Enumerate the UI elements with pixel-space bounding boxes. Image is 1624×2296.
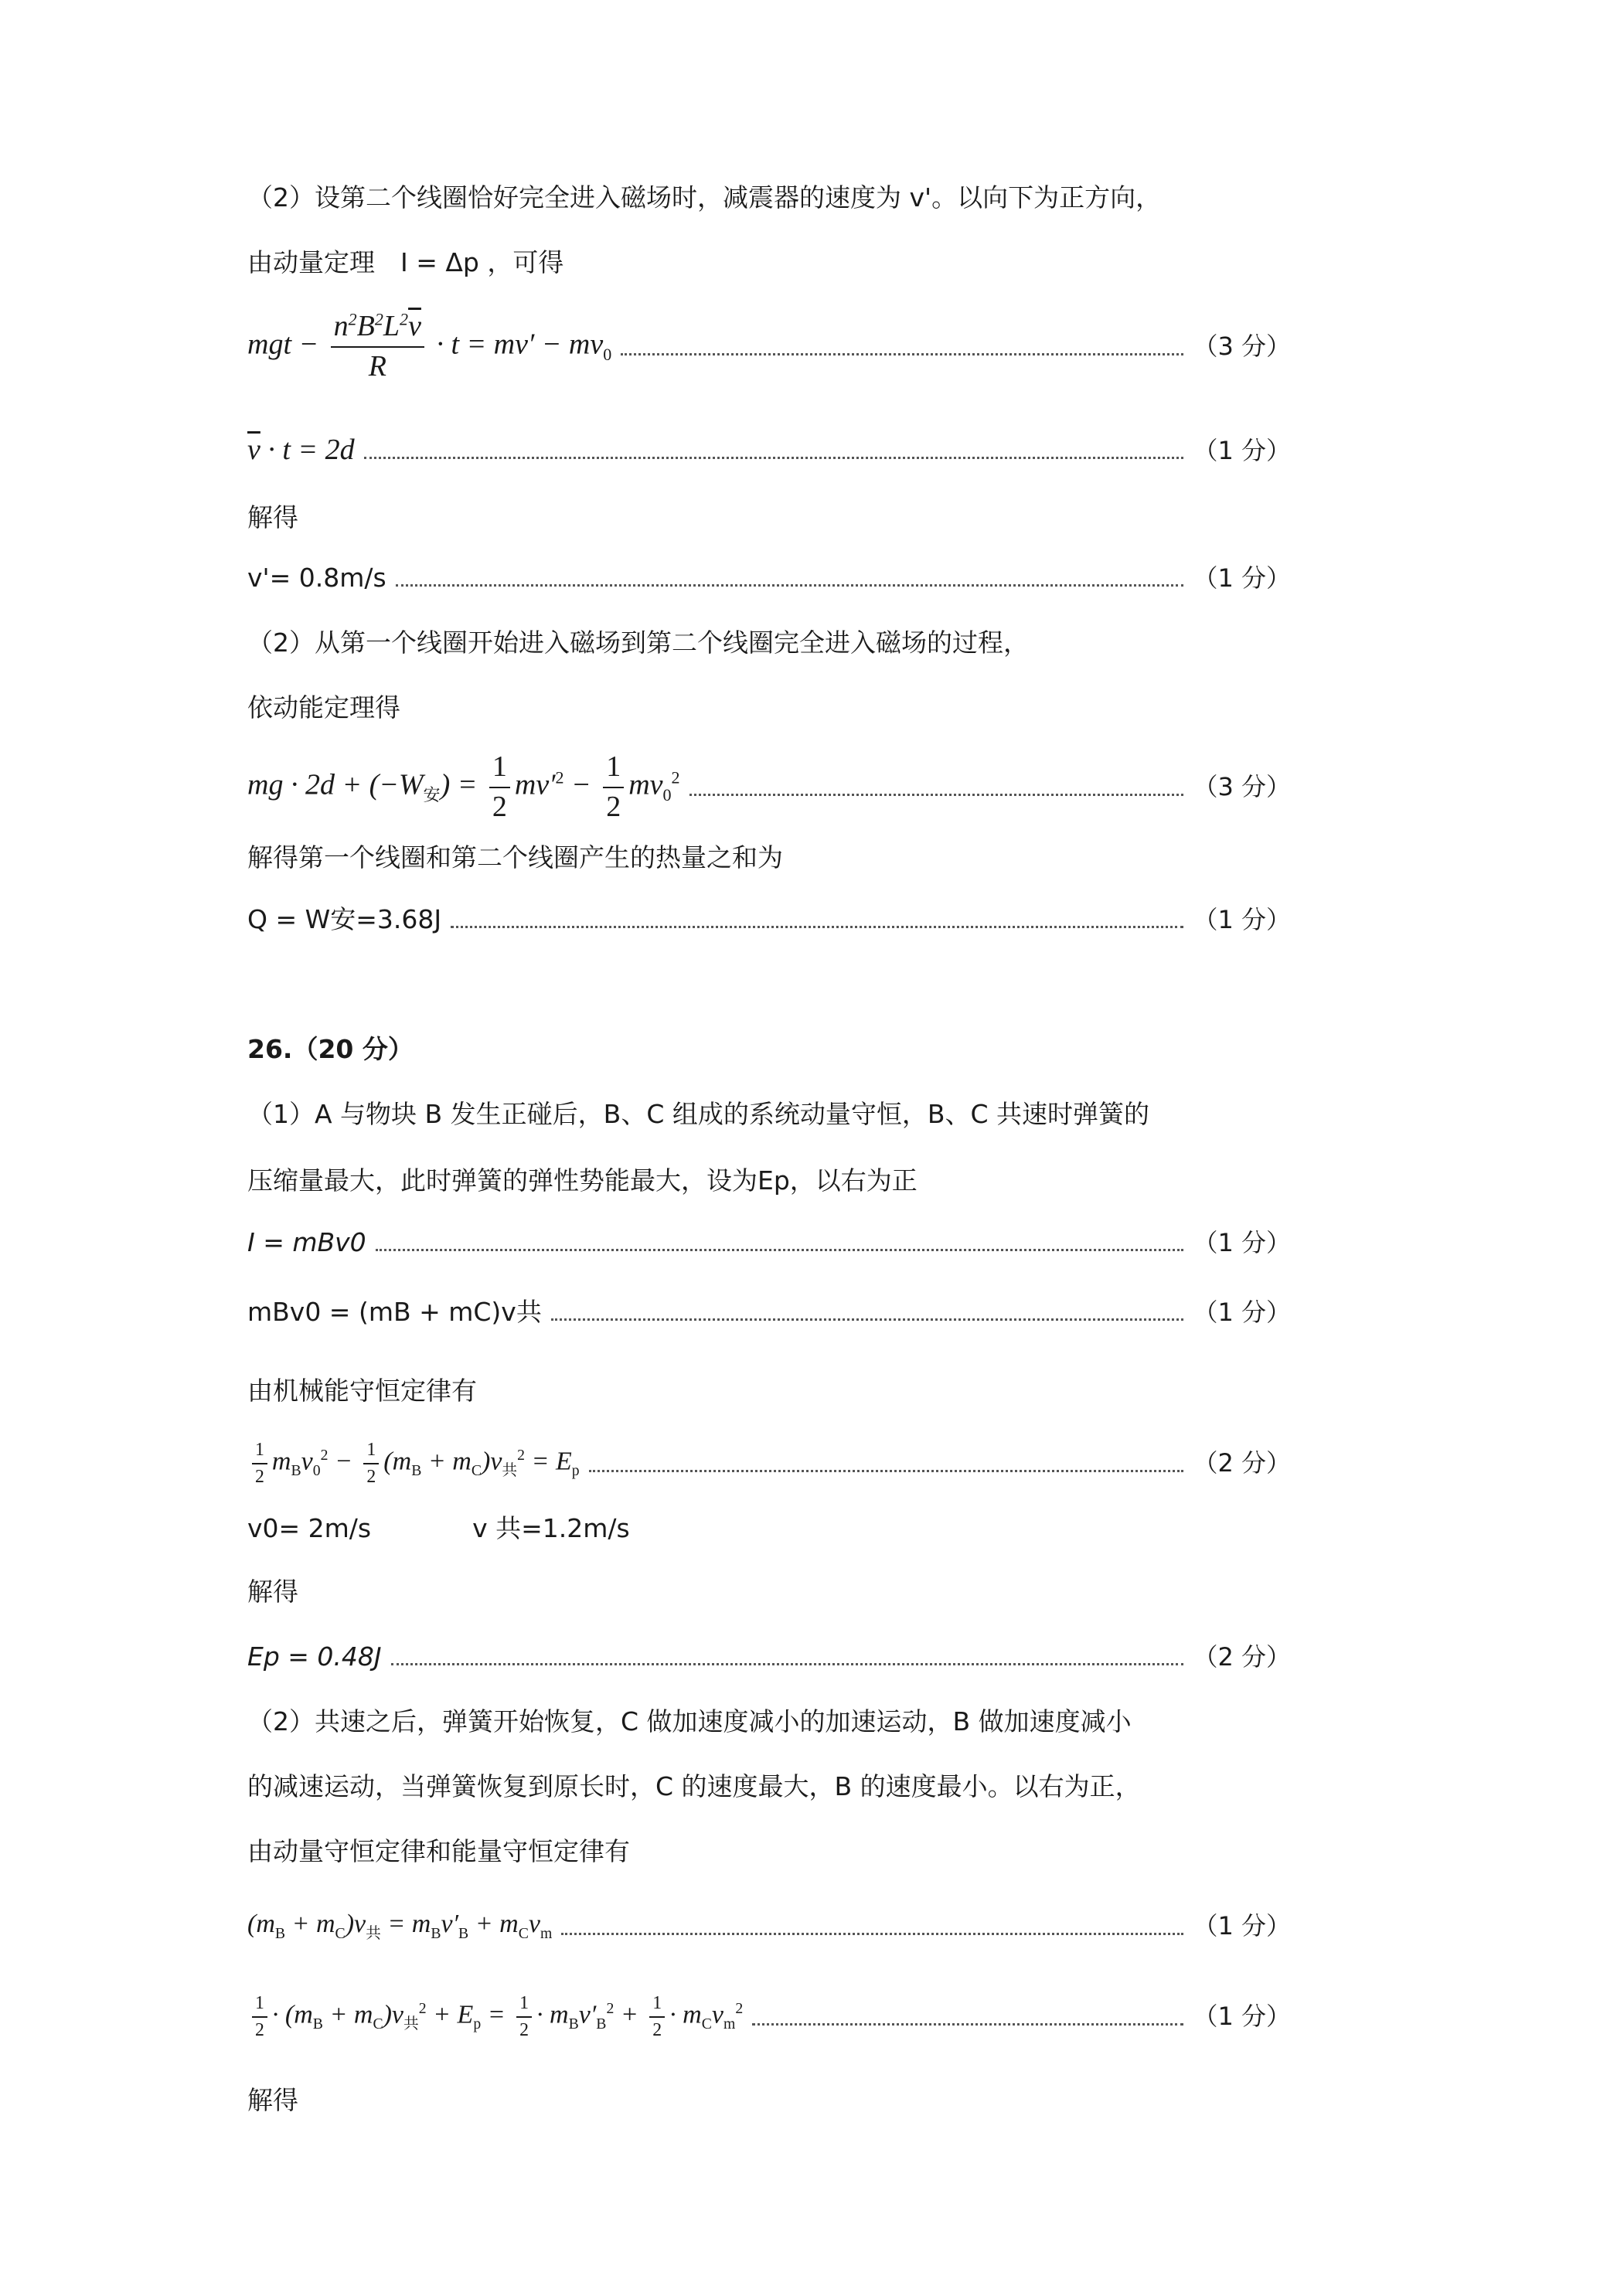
- score-label: （1 分）: [1193, 1227, 1291, 1257]
- equation-momentum: [247, 309, 1291, 384]
- equation-potential-energy-expr: Ep = 0.48J: [247, 1641, 382, 1672]
- leader-dots: [376, 1249, 1184, 1251]
- equation-energy-final: [247, 1992, 1291, 2041]
- score-label: （2 分）: [1193, 1641, 1291, 1672]
- text-line-process: （2）从第一个线圈开始进入磁场到第二个线圈完全进入磁场的过程，: [247, 628, 1029, 658]
- equation-momentum-final: [247, 1909, 1291, 1943]
- equation-kinetic-energy-expr: mg · $2d + (-W_安)$ = $\frac{1}{2}$ $mv'^2$ − $\frac{1}{2}$ $mv_0^2$: [247, 750, 680, 823]
- fraction-force: $\frac{n^2B^2L^2\overline{v}}{R}$: [331, 309, 424, 384]
- text-line-compression: 压缩量最大，此时弹簧的弹性势能最大，设为Ep，以右为正: [247, 1165, 918, 1196]
- score-label: （1 分）: [1193, 435, 1291, 465]
- leader-dots: [561, 1933, 1183, 1935]
- equation-displacement: [247, 433, 1291, 468]
- equation-displacement-expr: $\overline{v} \cdot t = 2d$: [247, 434, 355, 466]
- text-line-recovery: （2）共速之后，弹簧开始恢复，C 做加速度减小的加速运动，B 做加速度减小: [247, 1706, 1132, 1736]
- equation-momentum-conservation: [247, 1297, 1291, 1328]
- text-solve: 解得: [247, 1577, 298, 1607]
- value-v-common: v 共=1.2m/s: [472, 1513, 630, 1543]
- leader-dots: [391, 1663, 1184, 1665]
- equation-potential-energy: [247, 1641, 1291, 1672]
- leader-dots: [752, 2023, 1183, 2026]
- leader-dots: [364, 457, 1184, 459]
- leader-dots: [451, 926, 1183, 928]
- text-line-intro: （2）设第二个线圈恰好完全进入磁场时，减震器的速度为 v'。以向下为正方向，: [247, 182, 1162, 213]
- values-line: [247, 1513, 1291, 1544]
- text-line-heat: 解得第一个线圈和第二个线圈产生的热量之和为: [247, 842, 783, 872]
- text-line-theorem: 由动量定理 I = Δp ，可得: [247, 247, 564, 277]
- equation-momentum-final-expr: $(m_B + m_C)v_共 = m_Bv'_B + m_Cv_m$: [247, 1910, 553, 1942]
- equation-heat-expr: Q = W安=3.68J: [247, 904, 442, 934]
- score-label: （2 分）: [1193, 1448, 1291, 1478]
- leader-dots: [589, 1470, 1184, 1472]
- text-line-conservation-laws: 由动量守恒定律和能量守恒定律有: [247, 1836, 630, 1866]
- leader-dots: [551, 1318, 1184, 1321]
- equation-energy-final-expr: $\frac{1}{2}$ · $(m_B + m_C)v_共^2 + E_p$ = $\frac{1}{2}$ · $m_Bv'_B^2$ + $\frac{1}{2}$ · $m_Cv_m^2$: [247, 1992, 743, 2041]
- text-solve: 解得: [247, 2085, 298, 2115]
- score-label: （3 分）: [1193, 772, 1291, 802]
- equation-momentum-conservation-expr: mBv0 = (mB + mC)v共: [247, 1297, 542, 1327]
- score-label: （1 分）: [1193, 1911, 1291, 1941]
- text-line-collision: （1）A 与物块 B 发生正碰后，B、C 组成的系统动量守恒，B、C 共速时弹簧的: [247, 1099, 1150, 1129]
- equation-result-v-expr: v'= 0.8m/s: [247, 563, 386, 593]
- equation-momentum-expr: mgt − $\frac{n^2B^2L^2\overline{v}}{R}$ · $t = mv' - mv_0$: [247, 309, 611, 384]
- score-label: （1 分）: [1193, 1297, 1291, 1327]
- text-solve: 解得: [247, 502, 298, 532]
- leader-dots: [689, 794, 1184, 796]
- leader-dots: [621, 353, 1183, 355]
- equation-heat: [247, 904, 1291, 935]
- score-label: （1 分）: [1193, 904, 1291, 934]
- leader-dots: [396, 584, 1184, 587]
- text-line-kinetic: 依动能定理得: [247, 692, 400, 723]
- text-line-deceleration: 的减速运动，当弹簧恢复到原长时，C 的速度最大，B 的速度最小。以右为正，: [247, 1771, 1141, 1801]
- equation-impulse-expr: I = mBv0: [247, 1227, 366, 1257]
- question-26-heading: 26.（20 分）: [247, 1034, 414, 1064]
- equation-energy-expr: $\frac{1}{2}$ $m_Bv_0^2$ − $\frac{1}{2}$ $(m_B + m_C)v_共^2 = E_p$: [247, 1439, 580, 1488]
- text-line-mechanical: 由机械能守恒定律有: [247, 1376, 477, 1406]
- score-label: （1 分）: [1193, 563, 1291, 593]
- score-label: （3 分）: [1193, 332, 1291, 362]
- equation-kinetic-energy: [247, 750, 1291, 825]
- equation-result-v: [247, 563, 1291, 594]
- value-v0: v0= 2m/s: [247, 1513, 372, 1543]
- equation-energy: [247, 1439, 1291, 1488]
- equation-impulse: [247, 1227, 1291, 1258]
- score-label: （1 分）: [1193, 2002, 1291, 2032]
